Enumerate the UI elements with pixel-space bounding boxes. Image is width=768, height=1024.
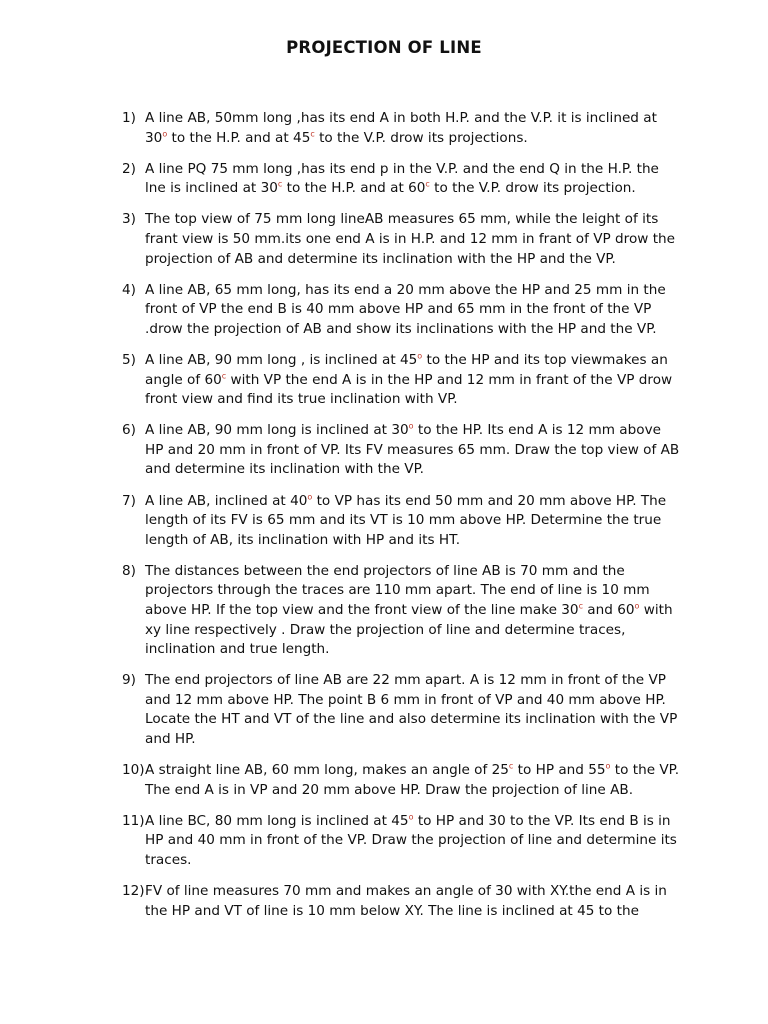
list-item bbox=[122, 882, 682, 921]
list-item bbox=[122, 812, 682, 871]
text-run: to HP and 30 to the VP. Its end B is in HP and 40 mm in front of the VP. Draw the projection of line and determine its traces. bbox=[145, 812, 677, 868]
item-number: 10) bbox=[122, 762, 145, 779]
degree-mark: o bbox=[162, 129, 168, 139]
text-run: The end projectors of line AB are 22 mm apart. A is 12 mm in front of the VP and 12 mm above HP. The point B 6 mm in front of VP and 40 mm above HP. Locate the HT and VT of the line and also determine its inclination with the VP and HP. bbox=[145, 672, 678, 748]
item-text bbox=[145, 109, 682, 148]
item-text bbox=[145, 812, 682, 871]
list-item bbox=[122, 160, 682, 199]
text-run: A line PQ 75 mm long ,has its end p in the V.P. and the end Q in the H.P. the lne is inclined at 30 bbox=[145, 160, 659, 197]
text-run: and 60 bbox=[582, 601, 635, 618]
item-number: 6) bbox=[122, 422, 136, 439]
text-run: with VP the end A is in the HP and 12 mm in frant of the VP drow front view and find its true inclination with VP. bbox=[145, 371, 673, 408]
text-run: FV of line measures 70 mm and makes an angle of 30 with XY.the end A is in the HP and VT of line is 10 mm below XY. The line is inclined at 45 to the bbox=[145, 883, 667, 919]
degree-mark: o bbox=[408, 812, 414, 822]
item-text bbox=[145, 421, 682, 480]
text-run: A line AB, inclined at 40 bbox=[145, 492, 308, 509]
list-item bbox=[122, 210, 682, 269]
item-number: 11) bbox=[122, 812, 145, 829]
item-number: 12) bbox=[122, 883, 145, 900]
degree-mark: c bbox=[578, 601, 583, 611]
text-run: to the H.P. and at 60 bbox=[282, 180, 426, 197]
item-text bbox=[145, 210, 682, 269]
problem-list bbox=[122, 109, 682, 933]
text-run: The top view of 75 mm long lineAB measures 65 mm, while the leight of its frant view is 50 mm.its one end A is in H.P. and 12 mm in frant of VP drow the projection of AB and determine its inclination with the HP and the VP. bbox=[145, 211, 676, 267]
list-item bbox=[122, 671, 682, 749]
text-run: A line AB, 65 mm long, has its end a 20 mm above the HP and 25 mm in the front of VP the end B is 40 mm above HP and 65 mm in the front of the VP .drow the projection of AB and show its inclinations with the HP and the VP. bbox=[145, 281, 666, 337]
item-text bbox=[145, 562, 682, 660]
item-number: 2) bbox=[122, 160, 136, 177]
list-item bbox=[122, 562, 682, 660]
list-item bbox=[122, 281, 682, 340]
text-run: The distances between the end projectors of line AB is 70 mm and the projectors through the traces are 110 mm apart. The end of line is 10 mm above HP. If the top view and the front view of the line make 30 bbox=[145, 562, 650, 618]
list-item bbox=[122, 351, 682, 410]
text-run: A line BC, 80 mm long is inclined at 45 bbox=[145, 812, 409, 829]
text-run: to the HP. Its end A is 12 mm above HP and 20 mm in front of VP. Its FV measures 65 mm. Draw the top view of AB and determine its inclination with the VP. bbox=[145, 422, 680, 478]
item-text bbox=[145, 351, 682, 410]
list-item bbox=[122, 492, 682, 551]
item-number: 5) bbox=[122, 351, 136, 368]
text-run: to VP has its end 50 mm and 20 mm above HP. The length of its FV is 65 mm and its VT is 10 mm above HP. Determine the true length of AB, its inclination with HP and its HT. bbox=[145, 492, 667, 548]
degree-mark: c bbox=[310, 129, 315, 139]
item-text bbox=[145, 281, 682, 340]
text-run: to the VP. The end A is in VP and 20 mm above HP. Draw the projection of line AB. bbox=[145, 762, 680, 798]
item-number: 9) bbox=[122, 672, 136, 689]
list-item bbox=[122, 109, 682, 148]
item-text bbox=[145, 761, 682, 800]
text-run: to the H.P. and at 45 bbox=[167, 129, 311, 146]
text-run: to the HP and its top viewmakes an angle of 60 bbox=[145, 351, 668, 388]
text-run: A line AB, 50mm long ,has its end A in both H.P. and the V.P. it is inclined at 30 bbox=[145, 110, 657, 146]
item-text bbox=[145, 882, 682, 921]
text-run: to the V.P. drow its projections. bbox=[314, 129, 528, 146]
degree-mark: o bbox=[417, 351, 423, 361]
text-run: A line AB, 90 mm long , is inclined at 45 bbox=[145, 351, 418, 368]
item-text bbox=[145, 160, 682, 199]
list-item bbox=[122, 421, 682, 480]
item-number: 3) bbox=[122, 211, 136, 228]
item-number: 4) bbox=[122, 281, 136, 298]
item-number: 7) bbox=[122, 492, 136, 509]
degree-mark: c bbox=[221, 371, 227, 380]
text-run: with xy line respectively . Draw the projection of line and determine traces, inclination and true length. bbox=[145, 601, 673, 658]
item-text bbox=[145, 671, 682, 749]
text-run: to HP and 55 bbox=[513, 762, 606, 779]
degree-mark: o bbox=[605, 761, 611, 771]
degree-mark: o bbox=[307, 491, 313, 501]
item-number: 8) bbox=[122, 562, 136, 579]
list-item bbox=[122, 761, 682, 800]
degree-mark: o bbox=[634, 601, 640, 611]
item-text bbox=[145, 492, 682, 551]
page-title: PROJECTION OF LINE bbox=[286, 38, 482, 57]
text-run: A straight line AB, 60 mm long, makes an angle of 25 bbox=[145, 762, 509, 779]
degree-mark: c bbox=[425, 179, 430, 189]
degree-mark: o bbox=[408, 421, 414, 431]
degree-mark: c bbox=[508, 761, 514, 771]
text-run: to the V.P. drow its projection. bbox=[429, 180, 636, 197]
item-number: 1) bbox=[122, 110, 136, 126]
text-run: A line AB, 90 mm long is inclined at 30 bbox=[145, 422, 409, 439]
degree-mark: c bbox=[277, 179, 283, 189]
